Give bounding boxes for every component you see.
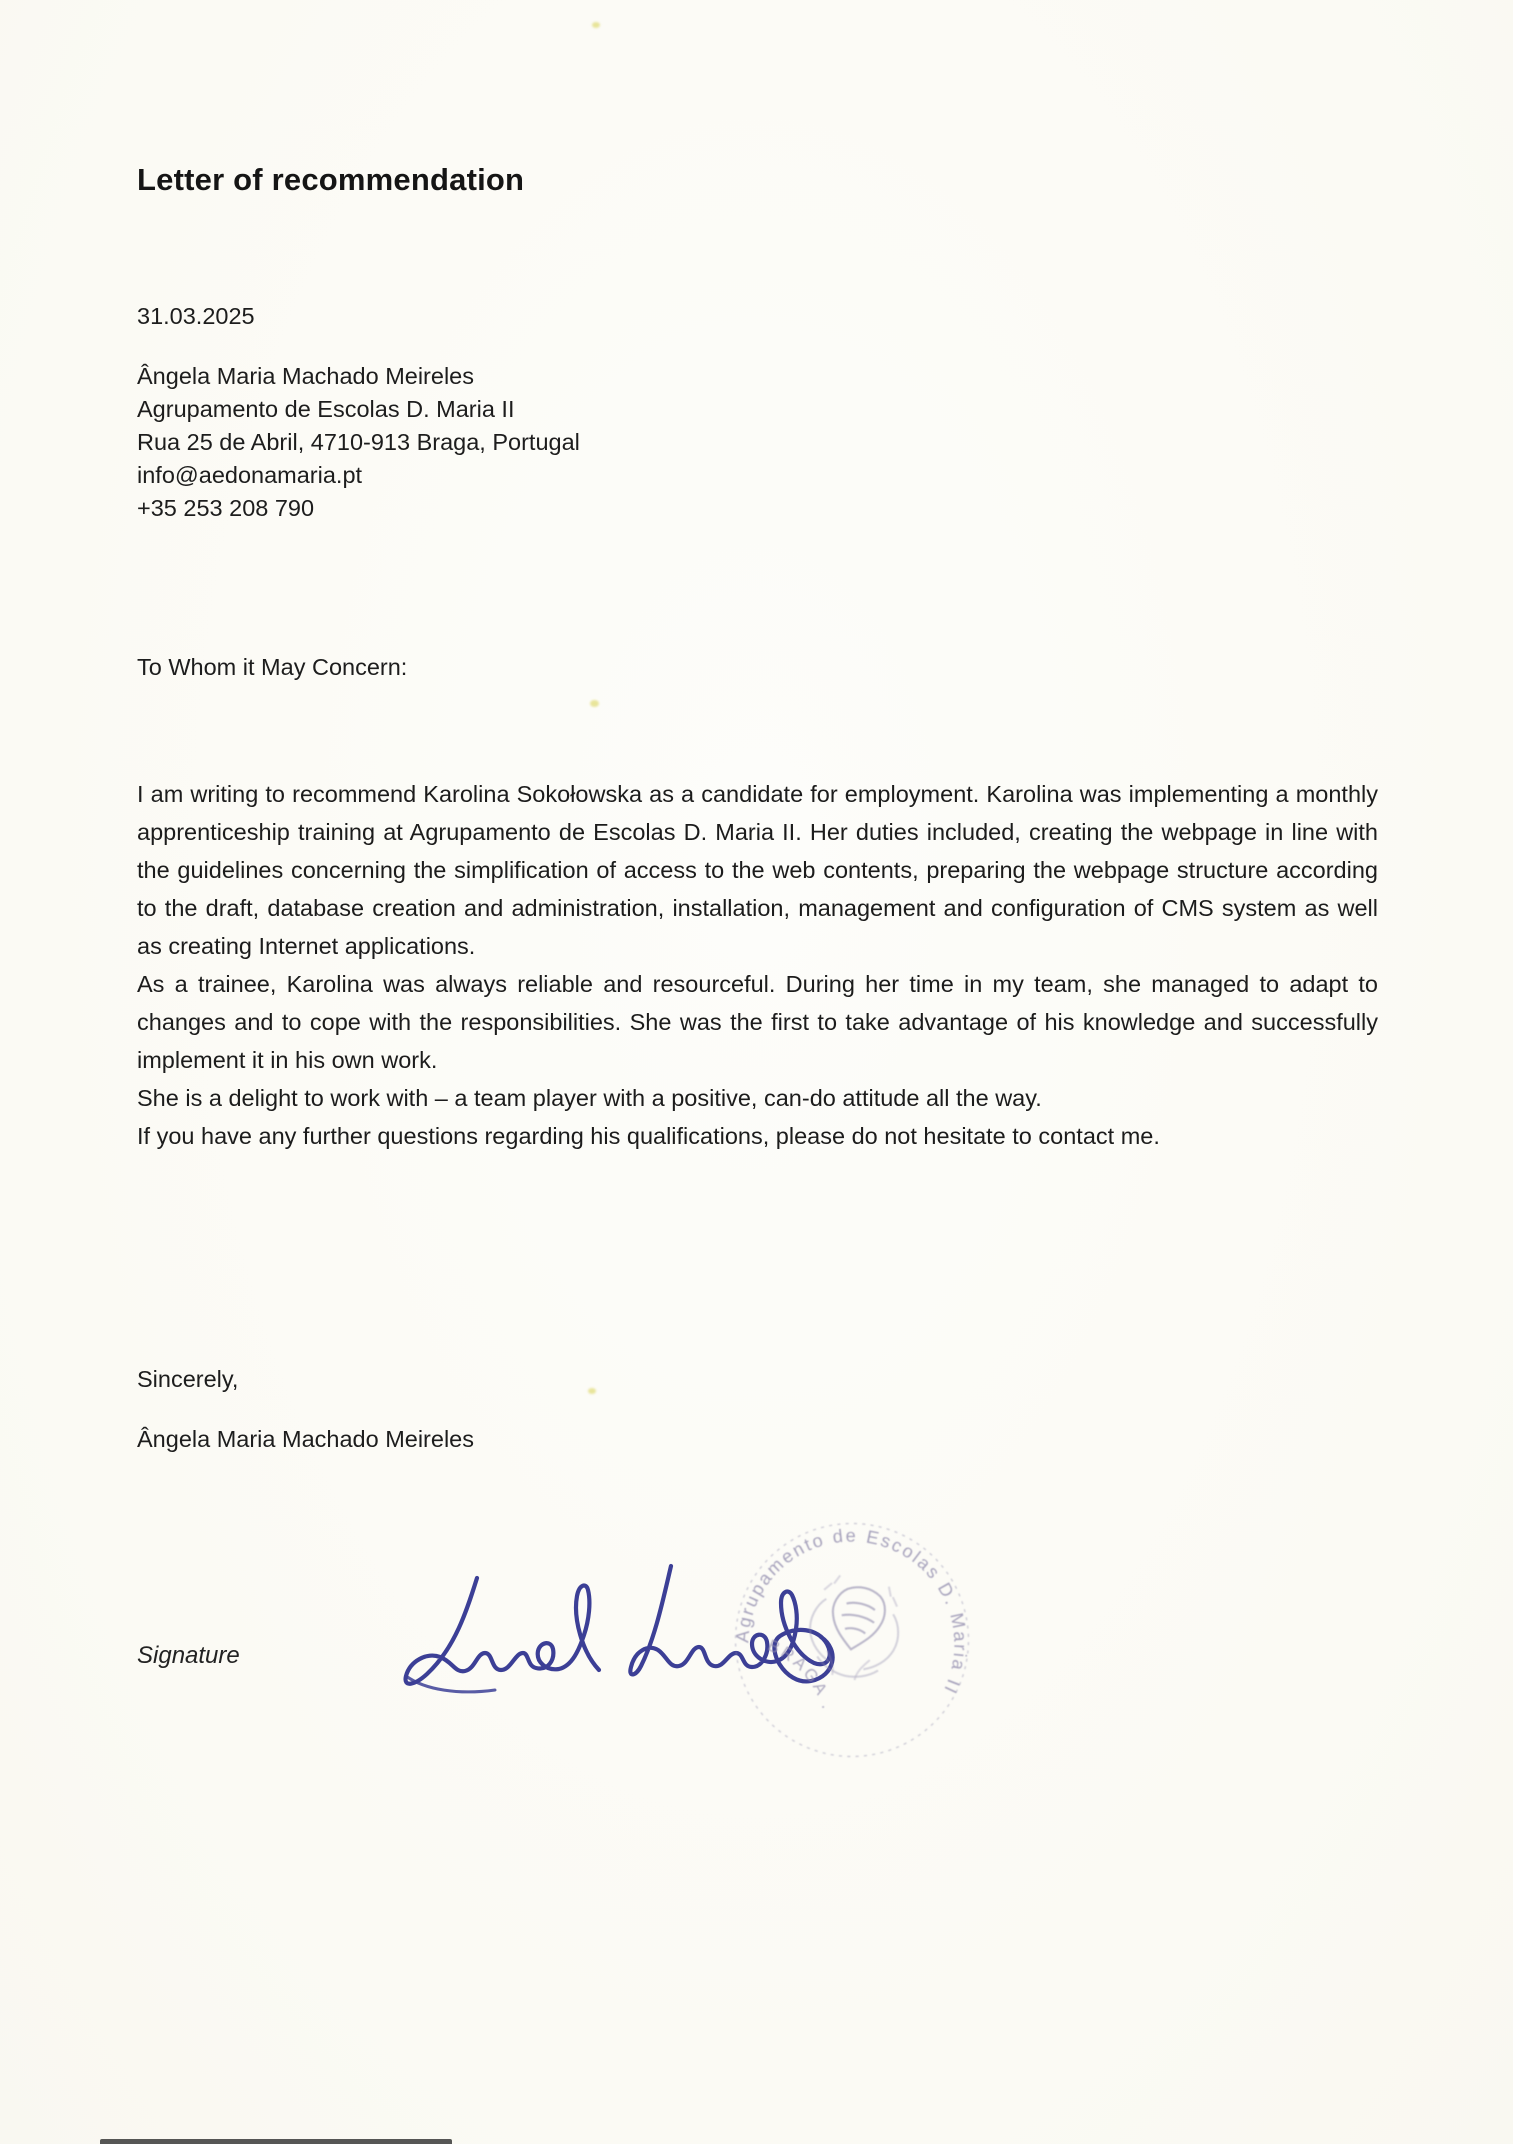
body-paragraph: I am writing to recommend Karolina Sokołowska as a candidate for employment. Karolina was implementing a monthly apprenticeship training at Agrupamento de Escolas D. Maria II. Her duties included, creating the webpage in line with the guidelines concerning the simplification of access to the web contents, preparing the webpage structure according to the draft, database creation and administration, installation, management and configuration of CMS system as well as creating Internet applications. [137,781,1378,959]
letter-date: 31.03.2025 [137,303,255,329]
sender-address-block [137,360,937,525]
stamp-ring-text: Agrupamento de Escolas D. Maria II [732,1525,971,1699]
page-title: Letter of recommendation [137,162,525,197]
body-paragraph: She is a delight to work with – a team player with a positive, can-do attitude all the way. [137,1085,1042,1111]
scan-speck [590,700,599,707]
svg-text:BRAGA . [754,1635,850,1718]
sender-phone: +35 253 208 790 [137,495,315,521]
sender-organization: Agrupamento de Escolas D. Maria II [137,396,515,422]
body-paragraph: As a trainee, Karolina was always reliable and resourceful. During her time in my team, she managed to adapt to changes and to cope with the responsibilities. She was the first to take advantage of his knowledge and successfully implement it in his own work. [137,971,1378,1073]
stamp-bottom-text: BRAGA . [764,1635,839,1714]
signatory-name: Ângela Maria Machado Meireles [137,1426,474,1452]
body-paragraph: If you have any further questions regarding his qualifications, please do not hesitate to contact me. [137,1123,1160,1149]
sender-street-address: Rua 25 de Abril, 4710-913 Braga, Portugal [137,429,580,455]
sender-email: info@aedonamaria.pt [137,462,363,488]
sender-name: Ângela Maria Machado Meireles [137,363,474,389]
closing-salutation: Sincerely, [137,1366,239,1392]
svg-text:Agrupamento de Escolas D. Mari [729,1510,982,1699]
scan-speck [592,22,600,28]
signature-label: Signature [137,1642,240,1669]
institution-stamp [722,1510,982,1770]
scan-speck [588,1388,596,1394]
letter-body [137,775,1378,1155]
salutation: To Whom it May Concern: [137,654,408,680]
scan-bottom-edge [100,2139,452,2144]
